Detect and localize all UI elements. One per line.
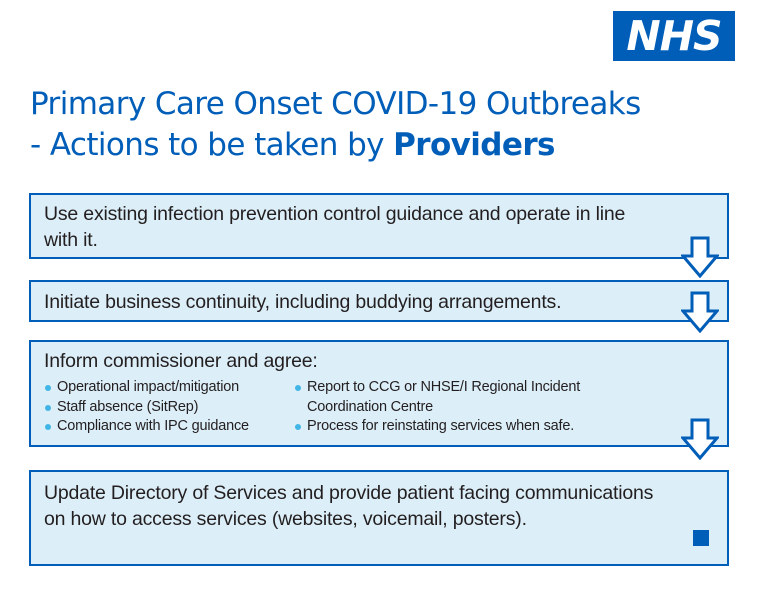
nhs-logo: NHS <box>613 11 735 61</box>
bullet-dot-icon <box>45 385 51 391</box>
bullet-dot-icon <box>295 385 301 391</box>
step-4-text: Update Directory of Services and provide patient facing communications on how to access services (websites, voicemail, posters). <box>44 482 654 530</box>
step-3-text: Inform commissioner and agree: <box>44 350 318 372</box>
bullet-item: Staff absence (SitRep) <box>45 398 295 418</box>
title-line-2-prefix: - Actions to be taken by <box>30 127 394 163</box>
down-arrow-icon <box>681 236 719 278</box>
down-arrow-icon <box>681 418 719 460</box>
bullet-item: Compliance with IPC guidance <box>45 417 295 437</box>
step-box-2 <box>29 280 729 322</box>
title-line-1: Primary Care Onset COVID-19 Outbreaks <box>30 86 641 122</box>
step-1-text: Use existing infection prevention control guidance and operate in line with it. <box>44 203 626 251</box>
title-line-2-bold: Providers <box>393 127 555 163</box>
step-box-1 <box>29 193 729 259</box>
bullet-item: Operational impact/mitigation <box>45 378 295 398</box>
down-arrow-icon <box>681 291 719 333</box>
bullet-item: Report to CCG or NHSE/I Regional Incident Coordination Centre <box>295 378 635 417</box>
step-box-3 <box>29 340 729 447</box>
bullet-dot-icon <box>295 424 301 430</box>
step-2-text: Initiate business continuity, including buddying arrangements. <box>44 291 562 313</box>
page-title <box>30 84 750 166</box>
bullet-list-left <box>45 378 295 437</box>
bullet-dot-icon <box>45 405 51 411</box>
bullet-dot-icon <box>45 424 51 430</box>
end-square-icon <box>693 530 709 546</box>
bullet-list-right <box>295 378 635 437</box>
step-box-4 <box>29 470 729 566</box>
bullet-item: Process for reinstating services when safe. <box>295 417 635 437</box>
